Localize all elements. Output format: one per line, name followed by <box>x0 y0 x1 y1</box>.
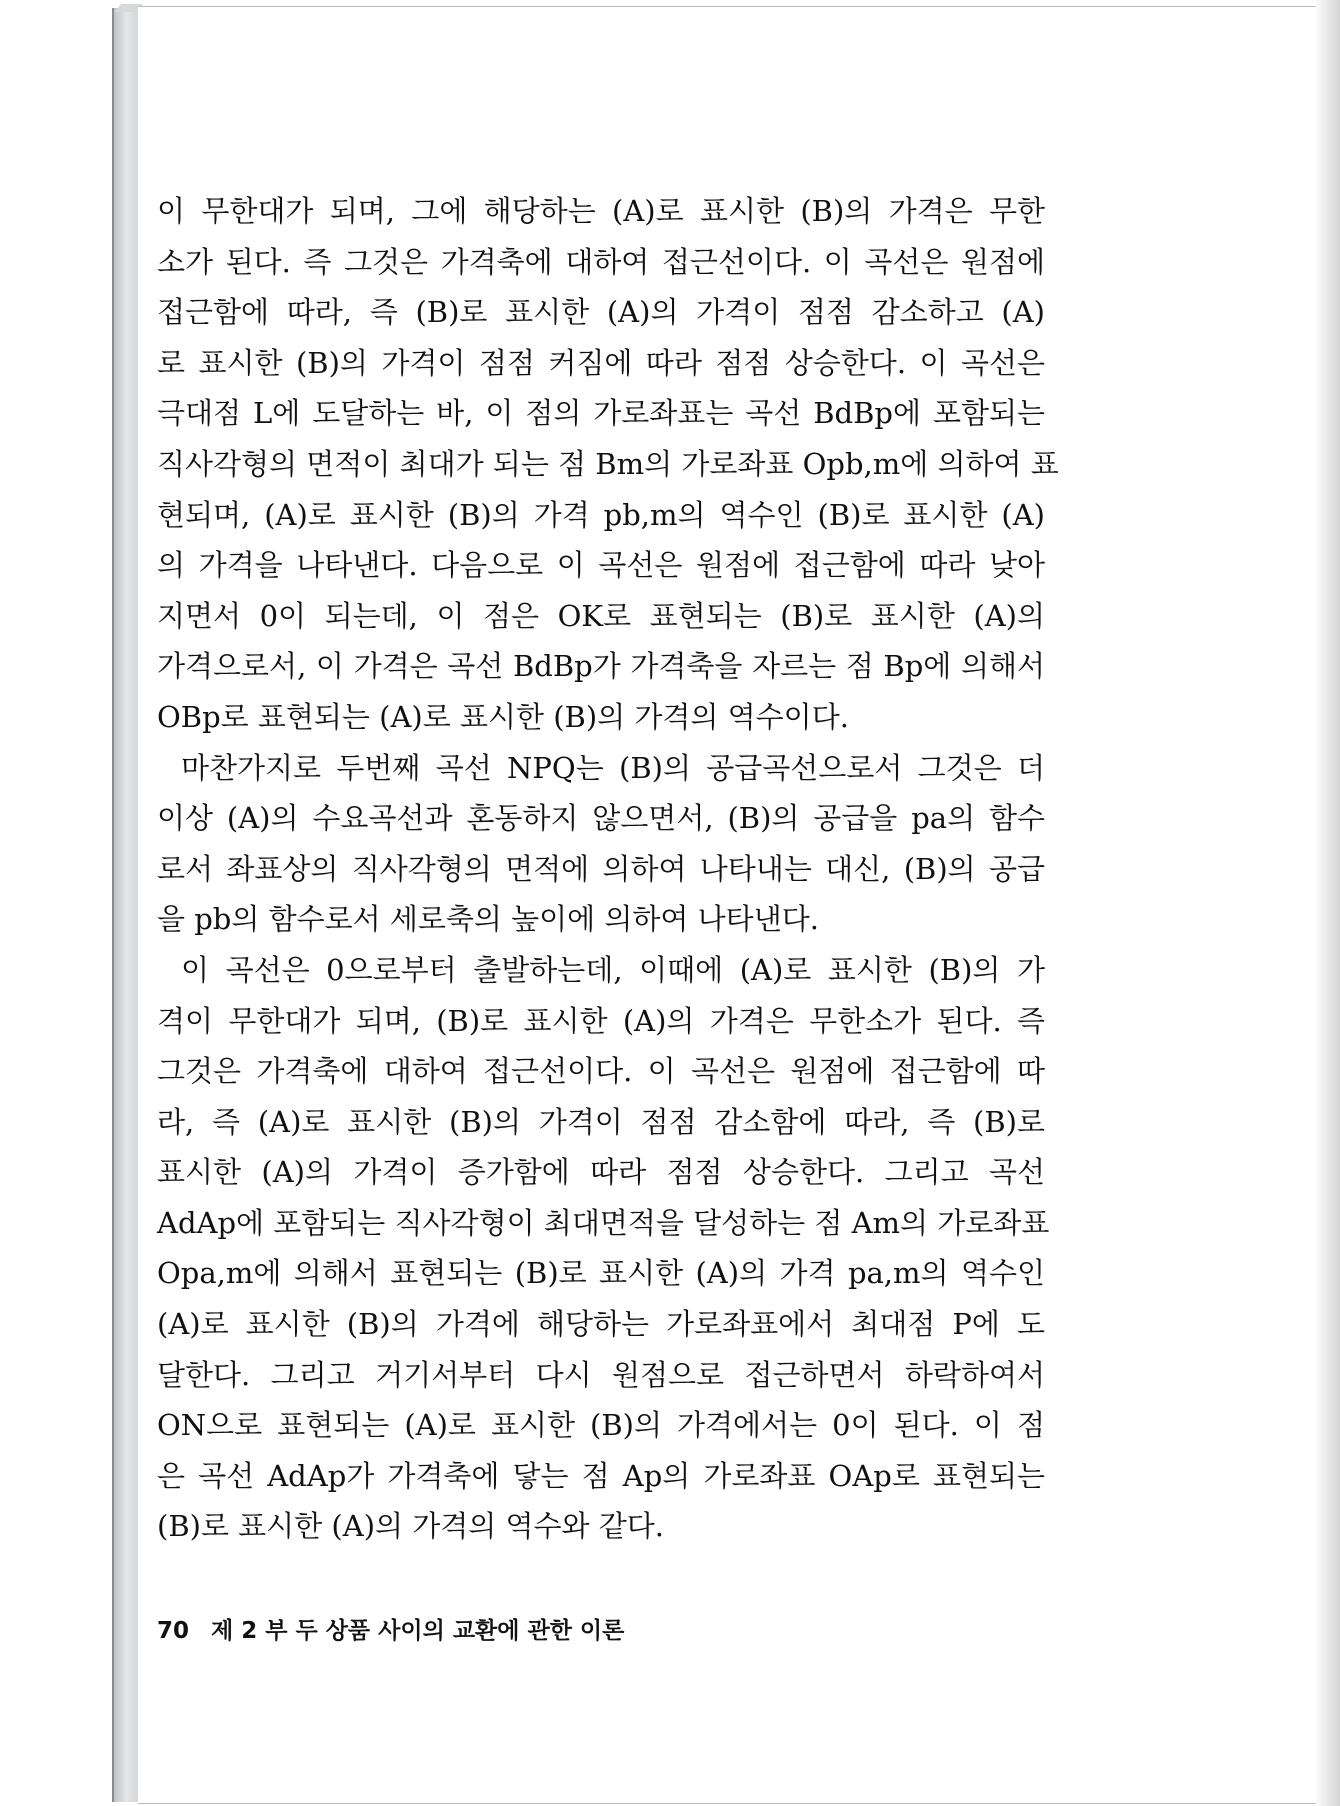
text-line: 이 곡선은 0으로부터 출발하는데, 이때에 (A)로 표시한 (B)의 가 <box>181 952 1045 987</box>
text-line: OBp로 표현되는 (A)로 표시한 (B)의 가격의 역수이다. <box>157 699 849 734</box>
text-line: 극대점 L에 도달하는 바, 이 점의 가로좌표는 곡선 BdBp에 포함되는 <box>157 396 1045 431</box>
text-line: 은 곡선 AdAp가 가격축에 닿는 점 Ap의 가로좌표 OAp로 표현되는 <box>157 1458 1045 1493</box>
page-shadow <box>1314 0 1340 1806</box>
text-line: 을 pb의 함수로서 세로축의 높이에 의하여 나타낸다. <box>157 902 819 937</box>
text-line: 로서 좌표상의 직사각형의 면적에 의하여 나타내는 대신, (B)의 공급 <box>157 851 1045 886</box>
text-line: 가격으로서, 이 가격은 곡선 BdBp가 가격축을 자르는 점 Bp에 의해서 <box>157 649 1045 684</box>
text-line: 의 가격을 나타낸다. 다음으로 이 곡선은 원점에 접근함에 따라 낮아 <box>157 548 1045 583</box>
text-line: ON으로 표현되는 (A)로 표시한 (B)의 가격에서는 0이 된다. 이 점 <box>157 1408 1045 1443</box>
text-line: 직사각형의 면적이 최대가 되는 점 Bm의 가로좌표 Opb,m에 의하여 표 <box>157 446 1059 481</box>
text-line: 이상 (A)의 수요곡선과 혼동하지 않으면서, (B)의 공급을 pa의 함수 <box>157 801 1045 836</box>
text-line: 이 무한대가 되며, 그에 해당하는 (A)로 표시한 (B)의 가격은 무한 <box>157 194 1045 228</box>
text-line: 그것은 가격축에 대하여 접근선이다. 이 곡선은 원점에 접근함에 따 <box>157 1054 1045 1089</box>
page-number: 70 <box>157 1618 190 1644</box>
text-line: AdAp에 포함되는 직사각형이 최대면적을 달성하는 점 Am의 가로좌표 <box>157 1205 1050 1240</box>
text-line: 표시한 (A)의 가격이 증가함에 따라 점점 상승한다. 그리고 곡선 <box>157 1155 1045 1190</box>
text-line: 라, 즉 (A)로 표시한 (B)의 가격이 점점 감소함에 따라, 즉 (B)로 <box>157 1104 1045 1139</box>
text-line: 접근함에 따라, 즉 (B)로 표시한 (A)의 가격이 점점 감소하고 (A) <box>157 295 1045 330</box>
body-text <box>157 186 1059 1552</box>
text-line: (A)로 표시한 (B)의 가격에 해당하는 가로좌표에서 최대점 P에 도 <box>157 1307 1045 1342</box>
text-line: 현되며, (A)로 표시한 (B)의 가격 pb,m의 역수인 (B)로 표시한 (A) <box>157 497 1045 532</box>
running-head: 제 2 부 두 상품 사이의 교환에 관한 이론 <box>211 1618 625 1644</box>
text-line: (B)로 표시한 (A)의 가격의 역수와 같다. <box>157 1509 665 1544</box>
text-line: 마찬가지로 두번째 곡선 NPQ는 (B)의 공급곡선으로서 그것은 더 <box>181 750 1045 785</box>
text-line: Opa,m에 의해서 표현되는 (B)로 표시한 (A)의 가격 pa,m의 역수인 <box>157 1256 1045 1291</box>
text-line: 격이 무한대가 되며, (B)로 표시한 (A)의 가격은 무한소가 된다. 즉 <box>157 1003 1045 1038</box>
text-line: 지면서 0이 되는데, 이 점은 OK로 표현되는 (B)로 표시한 (A)의 <box>157 598 1045 633</box>
text-line: 소가 된다. 즉 그것은 가격축에 대하여 접근선이다. 이 곡선은 원점에 <box>157 244 1045 279</box>
text-line: 달한다. 그리고 거기서부터 다시 원점으로 접근하면서 하락하여서 <box>157 1357 1045 1392</box>
page-footer <box>157 1612 624 1645</box>
text-line: 로 표시한 (B)의 가격이 점점 커짐에 따라 점점 상승한다. 이 곡선은 <box>157 345 1045 380</box>
